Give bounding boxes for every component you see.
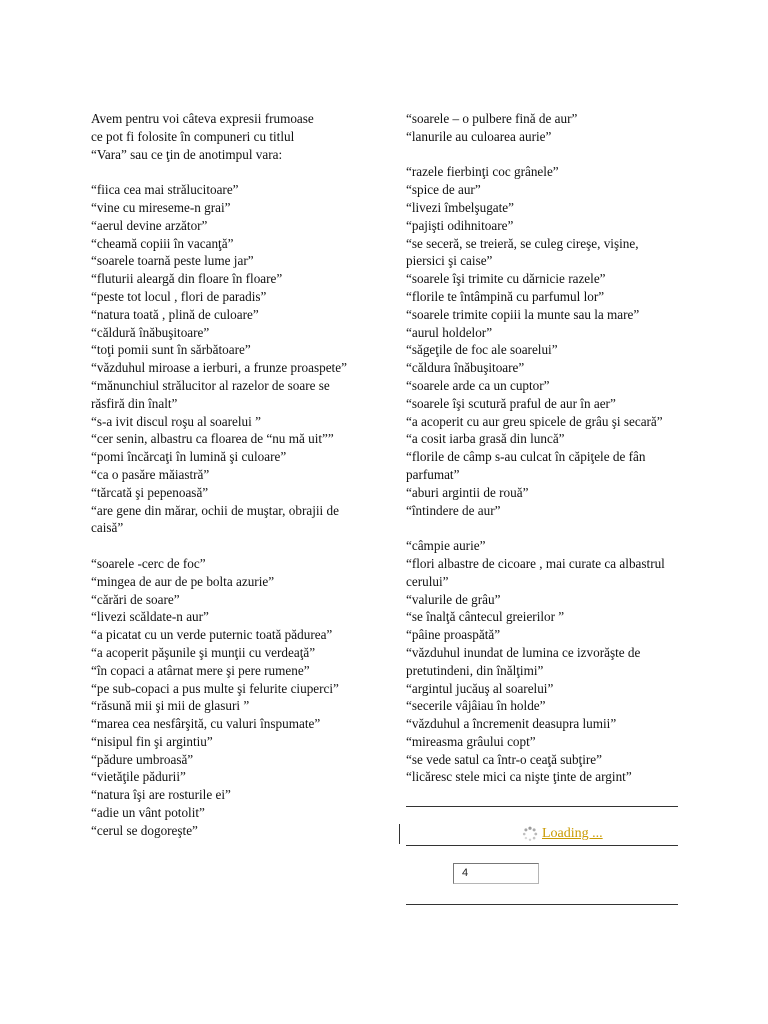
expression-item: “aburi argintii de rouă” xyxy=(406,484,529,500)
expression-item: “soarele trimite copiii la munte sau la mare” xyxy=(406,306,640,322)
expression-item: “mingea de aur de pe bolta azurie” xyxy=(91,573,275,589)
expression-item: “cheamă copiii în vacanţă” xyxy=(91,235,234,251)
expression-item: “florile de câmp s-au culcat în căpiţele de fân parfumat” xyxy=(406,449,646,482)
expression-item: “razele fierbinţi coc grânele” xyxy=(406,164,559,180)
expression-item: “răsună mii şi mii de glasuri ” xyxy=(91,698,250,714)
expression-item: “căldură înăbuşitoare” xyxy=(91,324,210,340)
expression-item: “pajişti odihnitoare” xyxy=(406,217,514,233)
loading-link[interactable]: Loading ... xyxy=(542,826,603,841)
expression-item: “cărări de soare” xyxy=(91,591,180,607)
expression-item: “văzduhul inundat de lumina ce izvorăşte de pretutindeni, din înălţimi” xyxy=(406,644,641,678)
expression-item: “florile te întâmpină cu parfumul lor” xyxy=(406,288,605,304)
expression-item: “peste tot locul , flori de paradis” xyxy=(91,288,267,304)
expression-item: “soarele îşi trimite cu dărnicie razele” xyxy=(406,271,606,287)
intro-line: “Vara” sau ce ţin de anotimpul vara: xyxy=(91,146,283,162)
expression-item: “soarele toarnă peste lume jar” xyxy=(91,253,254,269)
divider-line xyxy=(406,845,678,846)
expression-item: “ca o pasăre măiastră” xyxy=(91,466,210,482)
left-column xyxy=(91,110,363,840)
loading-indicator[interactable] xyxy=(522,826,603,842)
expression-item: “pomi încărcaţi în lumină şi culoare” xyxy=(91,449,287,465)
expression-list-5 xyxy=(406,537,678,786)
expression-item: “soarele îşi scutură praful de aur în aer” xyxy=(406,395,616,411)
expression-list-4 xyxy=(406,163,678,519)
expression-item: “cer senin, albastru ca floarea de “nu mă uit”” xyxy=(91,431,334,447)
expression-item: “aurul holdelor” xyxy=(406,324,493,340)
expression-item: “cerul se dogoreşte” xyxy=(91,822,198,838)
expression-item: “mireasma grâului copt” xyxy=(406,733,536,749)
intro-line: ce pot fi folosite în compuneri cu titlul xyxy=(91,128,295,144)
expression-item: “văzduhul miroase a ierburi, a frunze proaspete” xyxy=(91,360,347,376)
expression-item: “vine cu mireseme-n grai” xyxy=(91,199,231,215)
expression-item: “pâine proaspătă” xyxy=(406,627,501,643)
expression-item: “flori albastre de cicoare , mai curate ca albastrul cerului” xyxy=(406,555,665,589)
right-column xyxy=(406,110,678,786)
expression-item: “mănunchiul strălucitor al razelor de soare se răsfiră din înalt” xyxy=(91,377,330,411)
expression-list-1 xyxy=(91,181,363,537)
expression-item: “secerile vâjâiau în holde” xyxy=(406,698,546,714)
expression-item: “lanurile au culoarea aurie” xyxy=(406,128,552,144)
expression-list-3 xyxy=(406,110,678,146)
expression-item: “soarele arde ca un cuptor” xyxy=(406,377,550,393)
expression-item: “soarele – o pulbere fină de aur” xyxy=(406,111,578,126)
expression-item: “toţi pomii sunt în sărbătoare” xyxy=(91,342,251,358)
expression-item: “soarele -cerc de foc” xyxy=(91,555,206,571)
expression-item: “argintul jucăuş al soarelui” xyxy=(406,680,554,696)
expression-item: “a cosit iarba grasă din luncă” xyxy=(406,431,565,447)
expression-item: “aerul devine arzător” xyxy=(91,217,208,233)
expression-item: “se înalţă cântecul greierilor ” xyxy=(406,609,565,625)
expression-item: “a acoperit cu aur greu spicele de grâu şi secară” xyxy=(406,413,663,429)
expression-item: “văzduhul a încremenit deasupra lumii” xyxy=(406,716,617,732)
expression-item: “se seceră, se treieră, se culeg cireşe, vişine, piersici şi caise” xyxy=(406,235,639,269)
divider-line xyxy=(406,904,678,905)
divider-line xyxy=(406,806,678,807)
expression-item: “căldura înăbuşitoare” xyxy=(406,360,525,376)
expression-item: “întindere de aur” xyxy=(406,502,501,518)
expression-item: “vietăţile pădurii” xyxy=(91,769,186,785)
expression-item: “are gene din mărar, ochii de muştar, obrajii de caisă” xyxy=(91,502,339,536)
expression-item: “livezi scăldate-n aur” xyxy=(91,609,209,625)
page-number-input[interactable]: 4 xyxy=(453,863,539,884)
expression-item: “câmpie aurie” xyxy=(406,538,486,554)
expression-item: “fiica cea mai strălucitoare” xyxy=(91,182,239,198)
expression-list-2 xyxy=(91,555,363,840)
expression-item: “natura îşi are rosturile ei” xyxy=(91,787,231,803)
expression-item: “se vede satul ca într-o ceaţă subţire” xyxy=(406,751,602,767)
expression-item: “nisipul fin şi argintiu” xyxy=(91,733,213,749)
expression-item: “săgeţile de foc ale soarelui” xyxy=(406,342,558,358)
expression-item: “valurile de grâu” xyxy=(406,591,501,607)
expression-item: “livezi îmbelşugate” xyxy=(406,199,515,215)
expression-item: “adie un vânt potolit” xyxy=(91,805,205,821)
expression-item: “pe sub-copaci a pus multe şi felurite ciuperci” xyxy=(91,680,339,696)
divider-bar xyxy=(399,824,400,844)
spinner-icon xyxy=(522,826,538,842)
expression-item: “tărcată şi pepenoasă” xyxy=(91,484,209,500)
expression-item: “a picatat cu un verde puternic toată pădurea” xyxy=(91,627,333,643)
expression-item: “în copaci a atârnat mere şi pere rumene” xyxy=(91,662,310,678)
expression-item: “licăresc stele mici ca nişte ţinte de argint” xyxy=(406,769,632,785)
expression-item: “marea cea nesfârşită, cu valuri înspumate” xyxy=(91,716,321,732)
expression-item: “spice de aur” xyxy=(406,182,481,198)
expression-item: “s-a ivit discul roşu al soarelui ” xyxy=(91,413,261,429)
intro-line: Avem pentru voi câteva expresii frumoase xyxy=(91,111,314,126)
expression-item: “a acoperit păşunile şi munţii cu verdeaţă” xyxy=(91,644,316,660)
intro-paragraph xyxy=(91,110,363,163)
expression-item: “natura toată , plină de culoare” xyxy=(91,306,259,322)
expression-item: “pădure umbroasă” xyxy=(91,751,194,767)
expression-item: “fluturii aleargă din floare în floare” xyxy=(91,271,283,287)
